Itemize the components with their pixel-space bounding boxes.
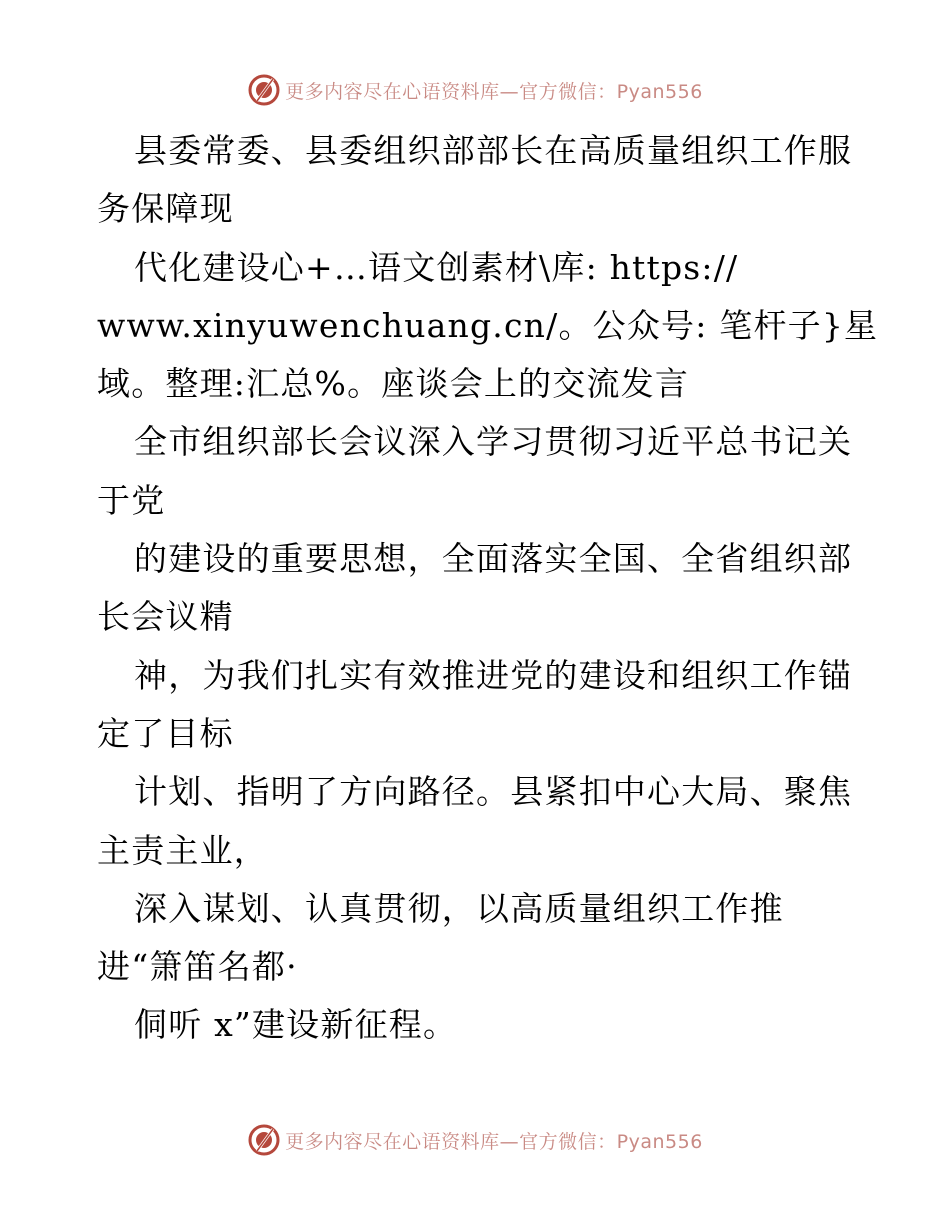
document-body (97, 122, 879, 1055)
text-line: 神，为我们扎实有效推进党的建设和组织工作锚 (134, 655, 853, 695)
text-line: 计划、指明了方向路径。县紧扣中心大局、聚焦 (134, 772, 853, 812)
page-footer (0, 1120, 950, 1160)
text-line: 深入谋划、认真贯彻，以高质量组织工作推 (134, 888, 784, 928)
text-line: 侗听 x”建设新征程。 (134, 1005, 458, 1045)
seal-logo-icon (247, 73, 281, 107)
text-line: 定了目标 (97, 713, 234, 753)
text-line: 于党 (97, 480, 166, 520)
text-line: 域。整理:汇总%。座谈会上的交流发言 (97, 364, 690, 404)
footer-text: 更多内容尽在心语资料库—官方微信：Pyan556 (285, 1130, 703, 1153)
text-line: 全市组织部长会议深入学习贯彻习近平总书记关 (134, 422, 853, 462)
text-line: 县委常委、县委组织部部长在高质量组织工作服 (134, 131, 853, 170)
text-line: www.xinyuwenchuang.cn/。公众号: 笔杆子}星 (97, 305, 879, 345)
text-line: 进“箫笛名都· (97, 947, 298, 987)
page-header (0, 70, 950, 110)
text-line: 主责主业， (97, 830, 268, 870)
seal-logo-icon (247, 1123, 281, 1157)
text-line: 长会议精 (97, 597, 234, 637)
text-line: 的建设的重要思想，全面落实全国、全省组织部 (134, 539, 853, 579)
header-text: 更多内容尽在心语资料库—官方微信：Pyan556 (285, 80, 703, 103)
text-line: 代化建设心+…语文创素材\库: https:// (134, 247, 739, 287)
text-line: 务保障现 (97, 189, 234, 229)
